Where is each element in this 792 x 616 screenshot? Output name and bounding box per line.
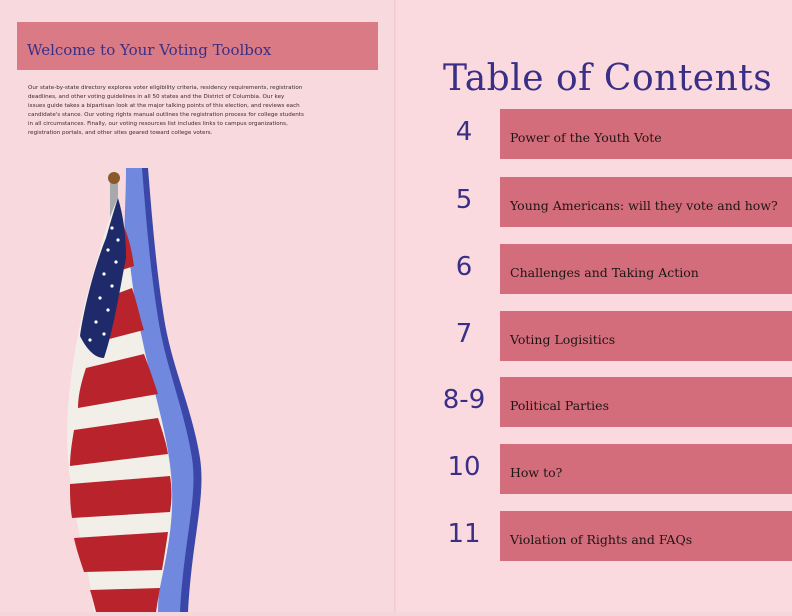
toc-entry-bar[interactable]	[500, 444, 792, 494]
flagpole-finial	[108, 172, 120, 184]
american-flag-image	[60, 158, 220, 612]
toc-entry-bar[interactable]	[500, 244, 792, 294]
toc-entry[interactable]	[436, 377, 792, 427]
toc-entry-bar[interactable]	[500, 311, 792, 361]
toc-entry-bar[interactable]	[500, 109, 792, 159]
intro-line: candidate's stance. Our voting rights manual outlines the registration process for college students	[28, 112, 304, 118]
toc-entry[interactable]	[436, 444, 792, 494]
intro-line: deadlines, and other voting guidelines in all 50 states and the District of Columbia. Our key	[28, 94, 285, 100]
toc-page-number: 10	[447, 452, 481, 482]
intro-line: Our state-by-state directory explores voter eligibility criteria, residency requirements, registration	[28, 85, 303, 91]
toc-entry-label: Power of the Youth Vote	[510, 130, 662, 145]
intro-paragraph	[28, 84, 372, 138]
toc-page-number: 8-9	[442, 385, 486, 415]
toc-page-number: 11	[447, 519, 481, 549]
intro-line: issues guide takes a bipartisan look at the major talking points of this election, and reviews each	[28, 103, 300, 109]
toc-page-number: 6	[455, 252, 473, 282]
toc-entry-bar[interactable]	[500, 377, 792, 427]
left-page	[0, 0, 396, 612]
toc-entry[interactable]	[436, 311, 792, 361]
toc-entry-bar[interactable]	[500, 511, 792, 561]
intro-line: in all circumstances. Finally, our voting resources list includes links to campus organizations,	[28, 121, 288, 127]
toc-entry[interactable]	[436, 177, 792, 227]
toc-title: Table of Contents	[443, 58, 773, 99]
toc-entry-label: How to?	[510, 465, 563, 480]
toc-page-number: 4	[455, 117, 473, 147]
toc-entry-bar[interactable]	[500, 177, 792, 227]
intro-line: registration portals, and other sites geared toward college voters.	[28, 130, 213, 136]
toc-entry-label: Challenges and Taking Action	[510, 265, 699, 280]
toc-page-number: 7	[455, 319, 473, 349]
flag-illustration	[60, 158, 220, 612]
toc-entry[interactable]	[436, 109, 792, 159]
toc-entry-label: Violation of Rights and FAQs	[510, 532, 693, 547]
toc-page-number: 5	[455, 185, 473, 215]
toc-entry-label: Young Americans: will they vote and how?	[510, 198, 778, 213]
toc-entry-label: Political Parties	[510, 398, 609, 413]
toc-entry[interactable]	[436, 511, 792, 561]
toc-entry-label: Voting Logisitics	[510, 332, 616, 347]
welcome-heading: Welcome to Your Voting Toolbox	[27, 41, 272, 59]
welcome-banner	[17, 22, 378, 70]
toc-entry[interactable]	[436, 244, 792, 294]
